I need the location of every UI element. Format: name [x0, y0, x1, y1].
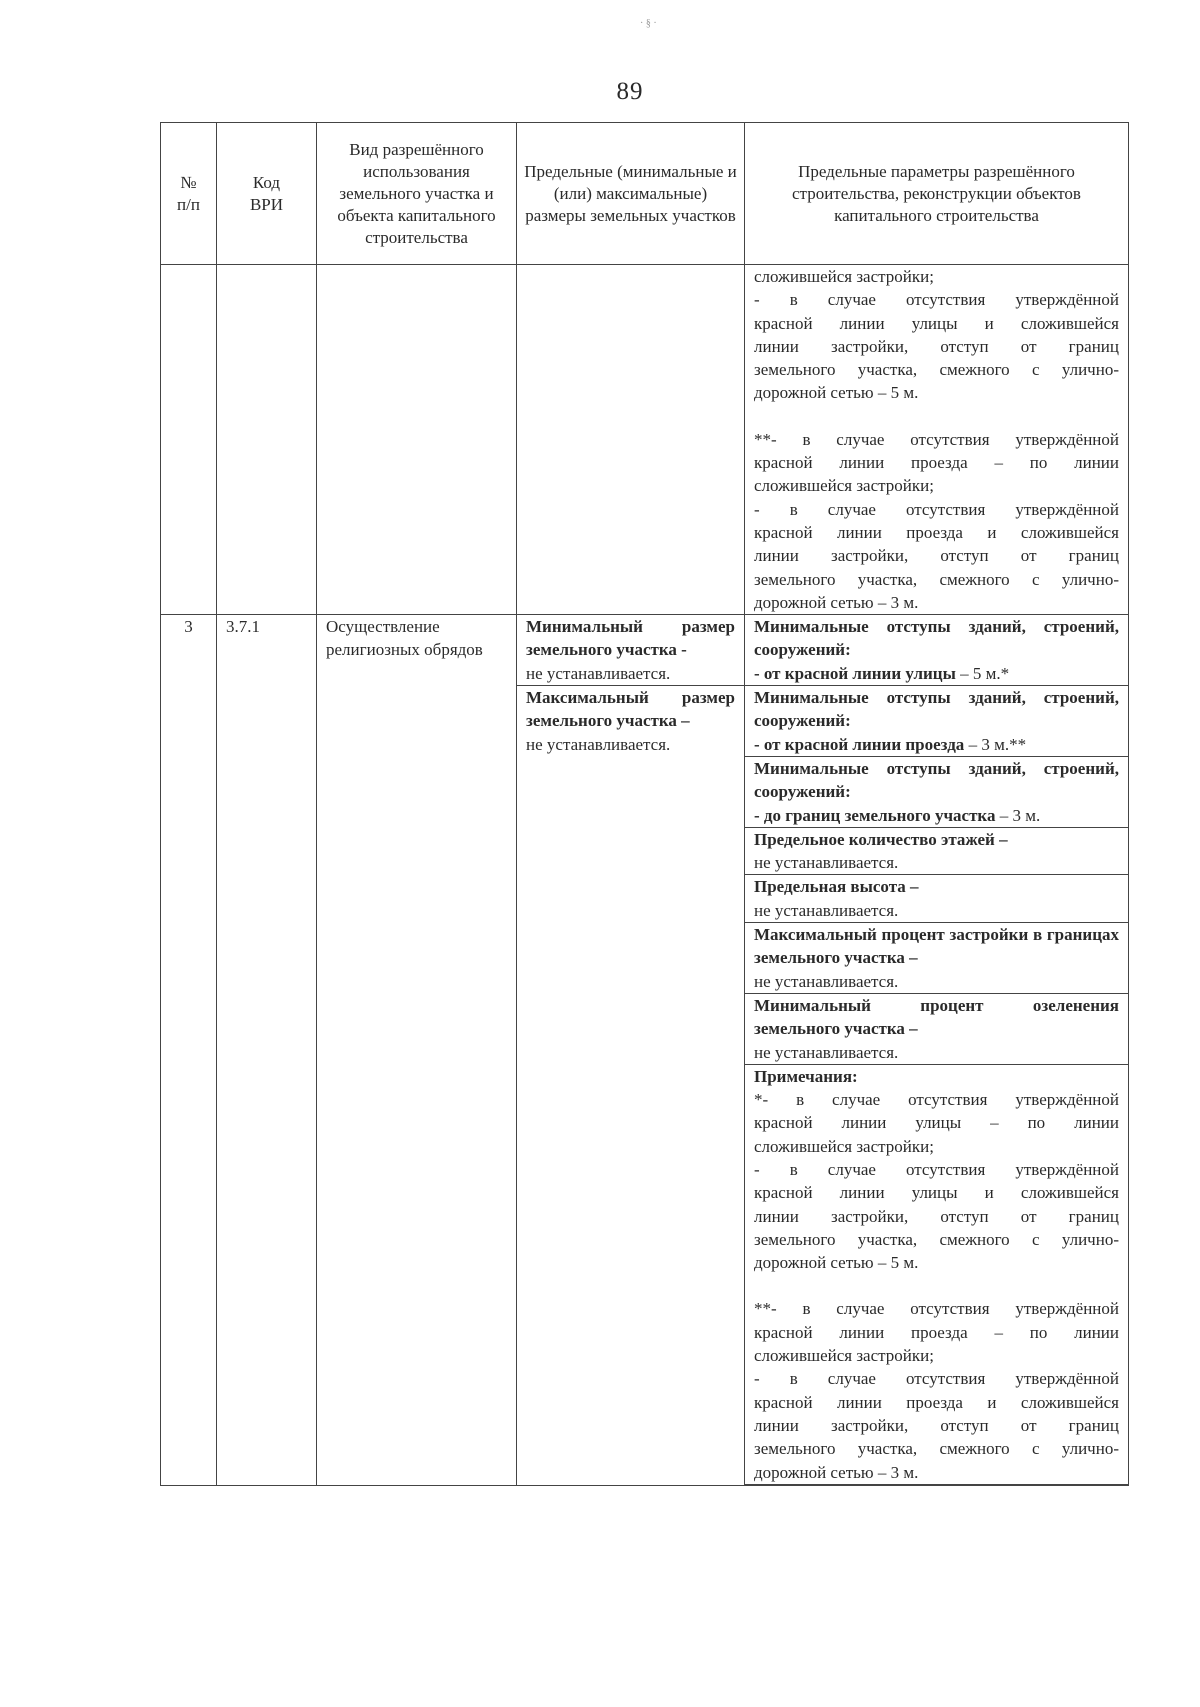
text-line: **- в случае отсутствия утверждённой [754, 429, 1119, 449]
min-plot-size-label: Минимальный размер земельного участка - [526, 617, 735, 660]
param-min-greenery [745, 993, 1129, 1064]
regulations-table [160, 122, 1129, 1486]
max-plot-size-value: не устанавливается. [526, 734, 671, 754]
continuation-block-b [754, 428, 1119, 614]
text-line: сложившейся застройки; [754, 267, 934, 286]
param-value: – 3 м.** [964, 734, 1027, 754]
text-line: - в случае отсутствия утверждённой [754, 290, 1119, 310]
text-line: сложившейся застройки; [754, 1136, 934, 1156]
table-header-row [161, 123, 1129, 265]
row-num: 3 [161, 615, 217, 1486]
max-plot-size-label: Максимальный размер земельного участка – [526, 688, 735, 731]
continuation-block-a [754, 265, 1119, 405]
header-build-params: Предельные параметры разрешённого строительства, реконструкции объектов капитального строительства [745, 123, 1129, 265]
param-value: – 3 м. [995, 805, 1041, 825]
text-line: красной линии проезда – по линии [754, 453, 1119, 473]
text-line: земельного участка, смежного с улично- [754, 569, 1119, 589]
max-plot-size [517, 686, 745, 1486]
page-top-mark: · § · [640, 18, 657, 29]
text-line: дорожной сетью – 5 м. [754, 383, 919, 403]
param-sub: - от красной линии улицы [754, 663, 956, 683]
text-line: линии застройки, отступ от границ [754, 336, 1119, 356]
param-label: Минимальные отступы зданий, строений, сооружений: [754, 758, 1119, 802]
param-setback-street [745, 615, 1129, 686]
param-label: Минимальный процент озеленения земельного участка – [754, 995, 1119, 1039]
param-value: не устанавливается. [754, 900, 899, 920]
text-line: - в случае отсутствия утверждённой [754, 1159, 1119, 1179]
cell-continuation-notes [745, 265, 1129, 615]
header-num: № п/п [161, 123, 217, 265]
header-plot-sizes: Предельные (минимальные и (или) максимальные) размеры земельных участков [517, 123, 745, 265]
row-use-type: Осуществление религиозных обрядов [317, 615, 517, 1486]
text-line: земельного участка, смежного с улично- [754, 1229, 1119, 1249]
text-line: - в случае отсутствия утверждённой [754, 499, 1119, 519]
header-code: Код ВРИ [217, 123, 317, 265]
min-plot-size [517, 615, 745, 686]
text-line: линии застройки, отступ от границ [754, 546, 1119, 566]
param-setback-driveway [745, 686, 1129, 757]
param-height [745, 875, 1129, 923]
text-line: красной линии проезда и сложившейся [754, 522, 1119, 542]
cell-num [161, 265, 217, 615]
text-line: красной линии улицы – по линии [754, 1113, 1119, 1133]
param-label: Минимальные отступы зданий, строений, сооружений: [754, 688, 1119, 731]
notes-title: Примечания: [754, 1066, 858, 1086]
cell-code [217, 265, 317, 615]
param-label: Максимальный процент застройки в границах земельного участка – [754, 925, 1119, 968]
text-line: линии застройки, отступ от границ [754, 1415, 1119, 1435]
param-value: не устанавливается. [754, 1042, 899, 1062]
row-code: 3.7.1 [217, 615, 317, 1486]
text-line: земельного участка, смежного с улично- [754, 1439, 1119, 1459]
table-row-continuation [161, 265, 1129, 615]
min-plot-size-value: не устанавливается. [526, 663, 671, 683]
notes-cell [745, 1064, 1129, 1484]
param-value: не устанавливается. [754, 971, 899, 991]
param-label: Предельное количество этажей – [754, 829, 1008, 849]
param-label: Предельная высота – [754, 877, 919, 897]
text-line: - в случае отсутствия утверждённой [754, 1369, 1119, 1389]
text-line: красной линии улицы и сложившейся [754, 313, 1119, 333]
text-line: сложившейся застройки; [754, 476, 934, 496]
param-floors [745, 827, 1129, 875]
param-setback-boundary [745, 756, 1129, 827]
text-line: красной линии проезда – по линии [754, 1322, 1119, 1342]
cell-sizes [517, 265, 745, 615]
param-sub: - от красной линии проезда [754, 734, 965, 754]
table-row-3 [161, 615, 1129, 686]
page-number: 89 [616, 78, 644, 105]
spacer-cell [745, 1484, 1129, 1485]
text-line: дорожной сетью – 5 м. [754, 1253, 919, 1273]
text-line: дорожной сетью – 3 м. [754, 592, 919, 612]
text-line: линии застройки, отступ от границ [754, 1206, 1119, 1226]
param-value: – 5 м.* [955, 663, 1010, 683]
param-max-coverage [745, 923, 1129, 994]
param-label: Минимальные отступы зданий, строений, сооружений: [754, 617, 1119, 660]
header-use-type: Вид разрешённого использования земельного участка и объекта капитального строительства [317, 123, 517, 265]
text-line: красной линии проезда и сложившейся [754, 1392, 1119, 1412]
text-line: сложившейся застройки; [754, 1346, 934, 1366]
text-line: дорожной сетью – 3 м. [754, 1462, 919, 1482]
param-value: не устанавливается. [754, 853, 899, 873]
text-line: *- в случае отсутствия утверждённой [754, 1090, 1119, 1110]
text-line: земельного участка, смежного с улично- [754, 360, 1119, 380]
text-line: **- в случае отсутствия утверждённой [754, 1299, 1119, 1319]
text-line: красной линии улицы и сложившейся [754, 1183, 1119, 1203]
cell-type [317, 265, 517, 615]
param-sub: - до границ земельного участка [754, 805, 996, 825]
